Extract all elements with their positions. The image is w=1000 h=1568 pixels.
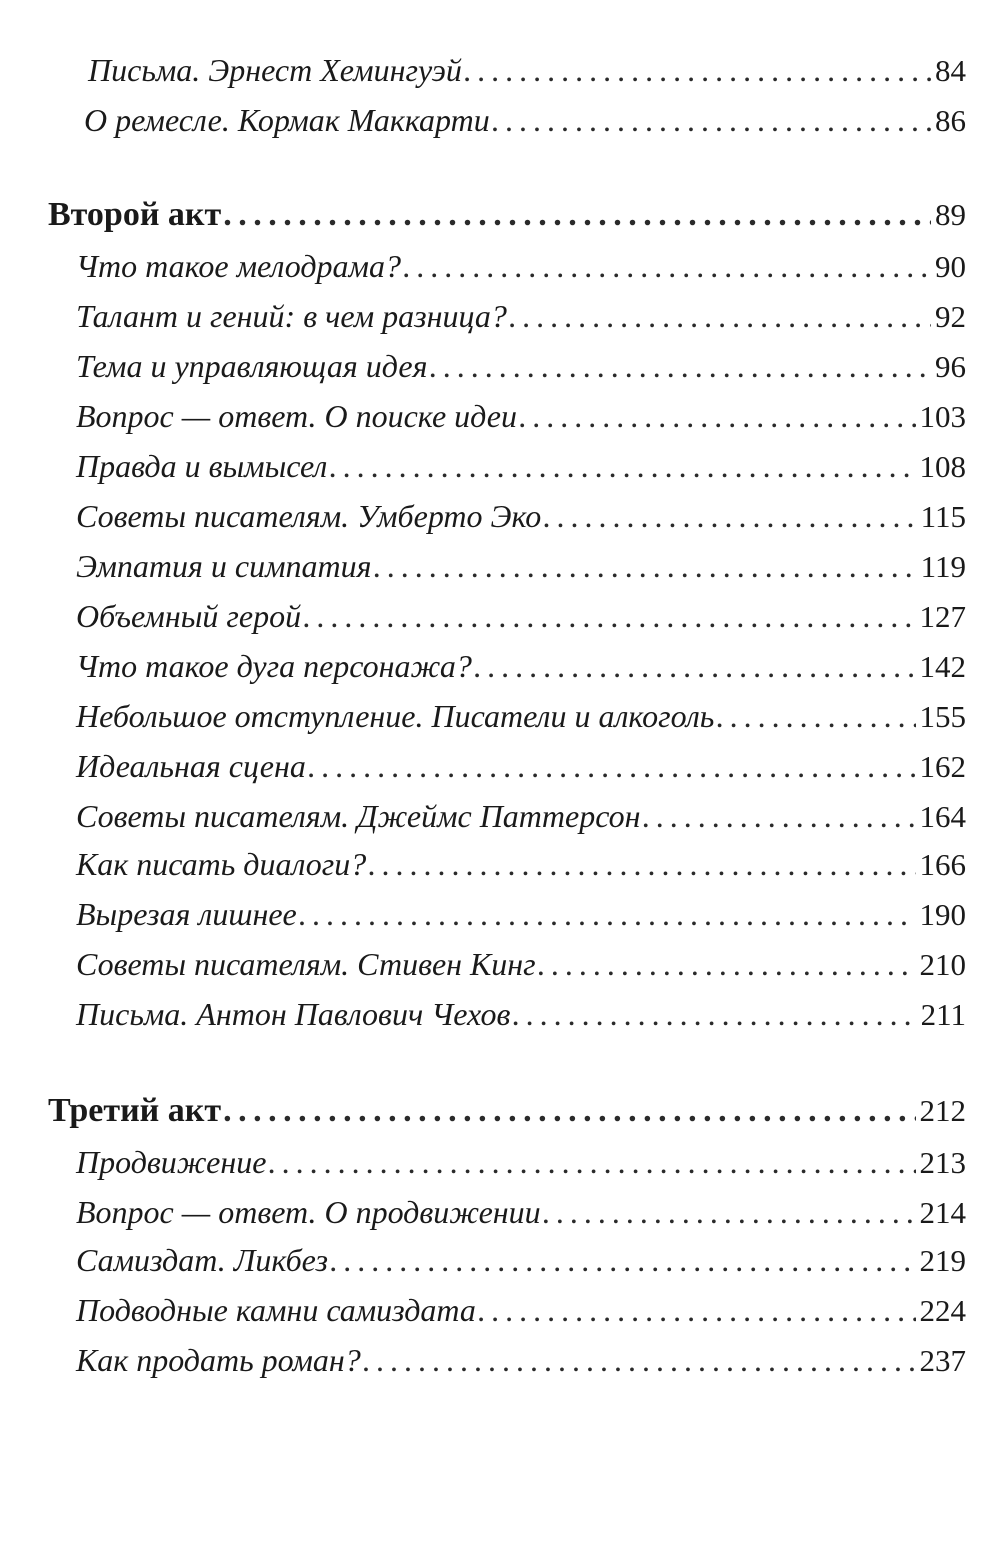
toc-entry-page: 164: [919, 799, 966, 834]
dot-leader: [478, 1292, 916, 1329]
toc-entry[interactable]: [76, 1194, 966, 1231]
dot-leader: [509, 298, 931, 335]
toc-entry[interactable]: [76, 1144, 966, 1181]
dot-leader: [374, 548, 917, 585]
toc-entry[interactable]: [76, 748, 966, 785]
toc-entry[interactable]: [76, 896, 966, 933]
toc-entry[interactable]: [76, 846, 966, 883]
toc-entry[interactable]: [76, 1342, 966, 1379]
dot-leader: [519, 398, 916, 435]
dot-leader: [474, 648, 916, 685]
toc-entry[interactable]: [76, 598, 966, 635]
toc-entry-title: Самиздат. Ликбез: [76, 1242, 328, 1278]
toc-entry[interactable]: [76, 1292, 966, 1329]
toc-entry-page: 162: [919, 749, 966, 784]
toc-entry-title: Подводные камни самиздата: [76, 1292, 476, 1328]
dot-leader: [368, 846, 915, 883]
toc-entry-page: 86: [935, 103, 966, 138]
dot-leader: [299, 896, 916, 933]
toc-entry-title: Правда и вымысел: [76, 448, 328, 484]
toc-entry-page: 214: [919, 1195, 966, 1230]
dot-leader: [492, 102, 931, 139]
toc-entry-page: 213: [919, 1145, 966, 1180]
toc-entry-page: 127: [919, 599, 966, 634]
toc-entry-page: 103: [919, 399, 966, 434]
dot-leader: [329, 448, 915, 485]
section-page: 212: [919, 1093, 966, 1128]
toc-entry-page: 166: [919, 847, 966, 882]
dot-leader: [543, 1194, 916, 1231]
dot-leader: [643, 798, 916, 835]
toc-entry-title: Эмпатия и симпатия: [76, 548, 372, 584]
toc-entry[interactable]: [76, 1242, 966, 1279]
section-title: Второй акт: [48, 196, 222, 233]
toc-entry[interactable]: [76, 398, 966, 435]
toc-entry-title: Советы писателям. Умберто Эко: [76, 498, 542, 534]
toc-entry-page: 211: [920, 997, 966, 1032]
dot-leader: [308, 748, 916, 785]
dot-leader: [330, 1242, 916, 1279]
dot-leader: [543, 498, 916, 535]
toc-entry-page: 119: [920, 549, 966, 584]
toc-entry-title: Талант и гений: в чем разница?: [76, 298, 507, 334]
toc-entry-page: 92: [935, 299, 966, 334]
toc-entry-title: Идеальная сцена: [76, 748, 306, 784]
toc-entry-page: 108: [919, 449, 966, 484]
toc-entry-title: Что такое мелодрама?: [76, 248, 401, 284]
toc-entry-title: Что такое дуга персонажа?: [76, 648, 472, 684]
toc-entry-title: Вопрос — ответ. О поиске идеи: [76, 398, 517, 434]
toc-entry-title: Вырезая лишнее: [76, 896, 297, 932]
dot-leader: [512, 996, 916, 1033]
toc-entry[interactable]: [88, 52, 966, 89]
toc-entry[interactable]: [76, 248, 966, 285]
toc-entry-title: Письма. Эрнест Хемингуэй: [88, 52, 462, 88]
toc-entry-title: Тема и управляющая идея: [76, 348, 428, 384]
dot-leader: [716, 698, 915, 735]
dot-leader: [268, 1144, 915, 1181]
toc-entry-page: 96: [935, 349, 966, 384]
section-title: Третий акт: [48, 1092, 222, 1129]
dot-leader: [303, 598, 915, 635]
toc-entry-page: 90: [935, 249, 966, 284]
toc-entry[interactable]: [76, 448, 966, 485]
toc-entry-page: 219: [919, 1243, 966, 1278]
toc-entry-page: 190: [919, 897, 966, 932]
section-page: 89: [935, 197, 966, 232]
dot-leader: [538, 946, 916, 983]
dot-leader: [363, 1342, 916, 1379]
toc-entry-page: 142: [919, 649, 966, 684]
toc-entry-title: Как писать диалоги?: [76, 846, 367, 882]
toc-entry[interactable]: [76, 946, 966, 983]
toc-entry[interactable]: [76, 996, 966, 1033]
dot-leader: [464, 52, 931, 89]
toc-entry[interactable]: [84, 102, 966, 139]
section-heading-act2[interactable]: [48, 196, 966, 234]
toc-entry-page: 237: [919, 1343, 966, 1378]
toc-entry[interactable]: [76, 298, 966, 335]
toc-entry-title: Объемный герой: [76, 598, 302, 634]
dot-leader: [223, 1092, 915, 1130]
toc-entry-page: 210: [919, 947, 966, 982]
toc-entry-title: Вопрос — ответ. О продвижении: [76, 1194, 541, 1230]
toc-entry-title: Продвижение: [76, 1144, 267, 1180]
toc-entry-page: 155: [919, 699, 966, 734]
toc-entry-page: 115: [920, 499, 966, 534]
toc-entry-title: О ремесле. Кормак Маккарти: [84, 102, 490, 138]
dot-leader: [223, 196, 931, 234]
toc-entry-title: Небольшое отступление. Писатели и алкоголь: [76, 698, 715, 734]
toc-entry[interactable]: [76, 348, 966, 385]
toc-entry[interactable]: [76, 548, 966, 585]
toc-entry-title: Как продать роман?: [76, 1342, 361, 1378]
toc-entry[interactable]: [76, 798, 966, 835]
toc-entry-title: Письма. Антон Павлович Чехов: [76, 996, 511, 1032]
toc-entry[interactable]: [76, 648, 966, 685]
toc-entry-page: 84: [935, 53, 966, 88]
toc-entry[interactable]: [76, 498, 966, 535]
toc-entry-title: Советы писателям. Джеймс Паттерсон: [76, 798, 641, 834]
dot-leader: [403, 248, 931, 285]
dot-leader: [429, 348, 931, 385]
toc-entry-page: 224: [919, 1293, 966, 1328]
section-heading-act3[interactable]: [48, 1092, 966, 1130]
toc-entry[interactable]: [76, 698, 966, 735]
toc-entry-title: Советы писателям. Стивен Кинг: [76, 946, 536, 982]
